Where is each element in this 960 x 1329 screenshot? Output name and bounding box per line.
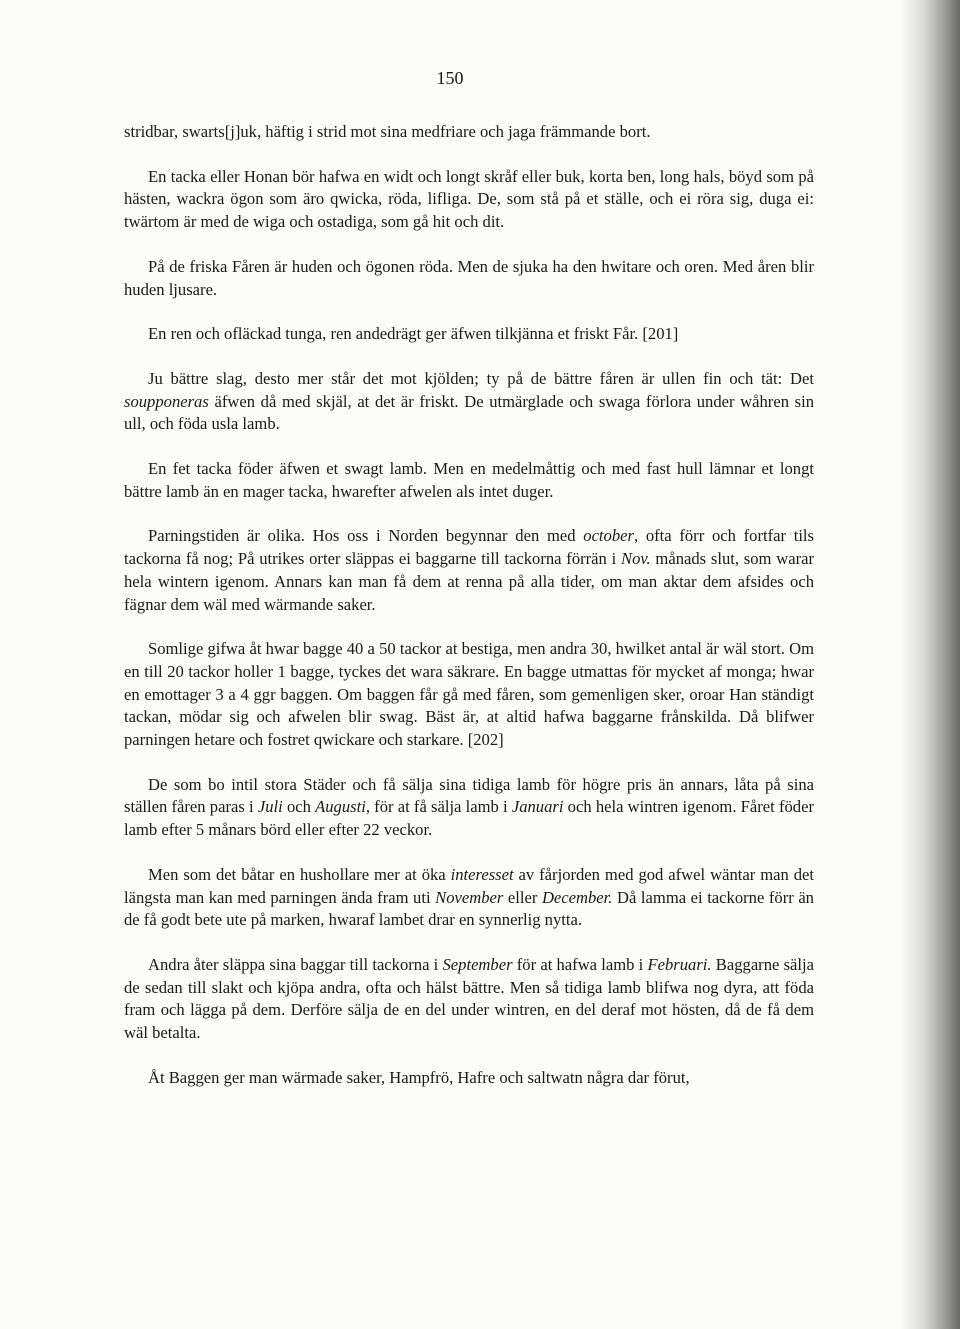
text-run: Baggarne sälja de sedan till slakt och kjöpa andra, ofta och hälst bättre. Men så tidiga lamb blifwa nog dyra, att föda fram och lägga på dem. Derföre sälja de en del under wintren, en del deraf mot hösten, då de få dem wäl betalta. xyxy=(124,954,814,1043)
text-run: och xyxy=(282,797,316,817)
text-run: Parningstiden är olika. Hos oss i Norden begynnar den med xyxy=(148,526,584,546)
text-run: En fet tacka föder äfwen et swagt lamb. Men en medelmåttig och med fast hull lämnar et longt bättre lamb än en mager tacka, hwarefter afwelen als intet duger. xyxy=(124,459,814,501)
italic-term: Februari. xyxy=(647,954,712,974)
italic-term: october xyxy=(583,526,634,546)
text-run: De som bo intil stora Städer och få sälja sina tidiga lamb för högre pris än annars, låta på sina ställen fåren paras i xyxy=(124,774,814,817)
text-run: Åt Baggen ger man wärmade saker, Hampfrö, Hafre och saltwatn några dar förut, xyxy=(148,1067,690,1087)
italic-term: December. xyxy=(541,887,613,907)
paragraph xyxy=(124,1067,814,1090)
text-run: På de friska Fåren är huden och ögonen röda. Men de sjuka ha den hwitare och oren. Med åren blir huden ljusare. xyxy=(124,256,814,299)
paragraph xyxy=(124,774,814,842)
paragraph xyxy=(124,638,814,752)
italic-term: soupponeras xyxy=(124,391,209,411)
text-run: för at hafwa lamb i xyxy=(512,954,648,974)
text-run: , för at få sälja lamb i xyxy=(365,797,512,817)
text-run: Somlige gifwa åt hwar bagge 40 a 50 tackor at bestiga, men andra 30, hwilket antal är wäl stort. Om en till 20 tackor holler 1 bagge, tyckes det wara säkrare. En bagge utmattas för mycket af monga; hwar en emottager 3 a 4 ggr baggen. Om baggen får gå med fåren, som gemenligen sker, oroar Han ständigt tackan, mödar sig och afwelen blir swag. Bäst är, at altid hafwa baggarne frånskilda. Då blifwer parningen hetare och fostret qwickare och starkare. [202] xyxy=(124,639,814,750)
text-run: Andra åter släppa sina baggar till tackorna i xyxy=(148,954,443,974)
paragraph xyxy=(124,323,814,346)
paragraph xyxy=(124,121,814,144)
text-run: , ofta förr och fortfar tils tackorna få nog; På utrikes orter släppas ei baggarne till tackorna förrän i xyxy=(124,526,815,569)
italic-term: Januari xyxy=(511,797,564,817)
paragraph xyxy=(124,458,814,503)
text-run: En ren och ofläckad tunga, ren andedrägt ger äfwen tilkjänna et friskt Får. [201] xyxy=(148,324,679,344)
paragraph xyxy=(124,525,814,616)
text-run: äfwen då med skjäl, at det är friskt. De utmärglade och swaga förlora under wåhren sin ull, och föda usla lamb. xyxy=(124,391,814,434)
text-run: Då lamma ei tackorne förr än de få godt bete ute på marken, hwaraf lambet drar en synnerlig nytta. xyxy=(124,887,814,930)
paragraph xyxy=(124,256,814,301)
italic-term: November xyxy=(435,887,504,907)
italic-term: September xyxy=(442,954,513,974)
text-run: En tacka eller Honan bör hafwa en widt och longt skråf eller buk, korta ben, long hals, böyd som på hästen, wackra ögon som äro qwicka, röda, lifliga. De, som stå på et ställe, och ei röra sig, duga ei: twärtom är med de wiga och ostadiga, som gå hit och dit. xyxy=(124,166,814,232)
text-run: eller xyxy=(503,887,542,907)
paragraph xyxy=(124,368,814,436)
text-run: månads slut, som warar hela wintern igenom. Annars kan man få dem at renna på alla tider, om man aktar dem afsides och fägnar dem wäl med wärmande saker. xyxy=(124,549,814,614)
text-run: av fårjorden med god afwel wäntar man det längsta man kan med parningen ända fram uti xyxy=(124,864,814,907)
text-run: och hela wintren igenom. Fåret föder lamb efter 5 månars börd eller efter 22 veckor. xyxy=(124,797,814,840)
text-run: Men som det båtar en hushollare mer at öka xyxy=(148,864,451,884)
page-number: 150 xyxy=(436,68,464,88)
italic-term: Nov. xyxy=(621,549,651,569)
text-run: Ju bättre slag, desto mer står det mot kjölden; ty på de bättre fåren är ullen fin och tät: Det xyxy=(148,368,814,388)
paragraph xyxy=(124,954,814,1045)
page-edge-shadow xyxy=(900,0,960,1329)
text-run: stridbar, swarts[j]uk, häftig i strid mot sina medfriare och jaga främmande bort. xyxy=(124,122,651,141)
text-column xyxy=(124,121,814,1112)
italic-term: Augusti xyxy=(315,797,366,817)
italic-term: interesset xyxy=(450,864,514,884)
paragraph xyxy=(124,864,814,932)
paragraph xyxy=(124,166,814,234)
italic-term: Juli xyxy=(257,797,283,817)
